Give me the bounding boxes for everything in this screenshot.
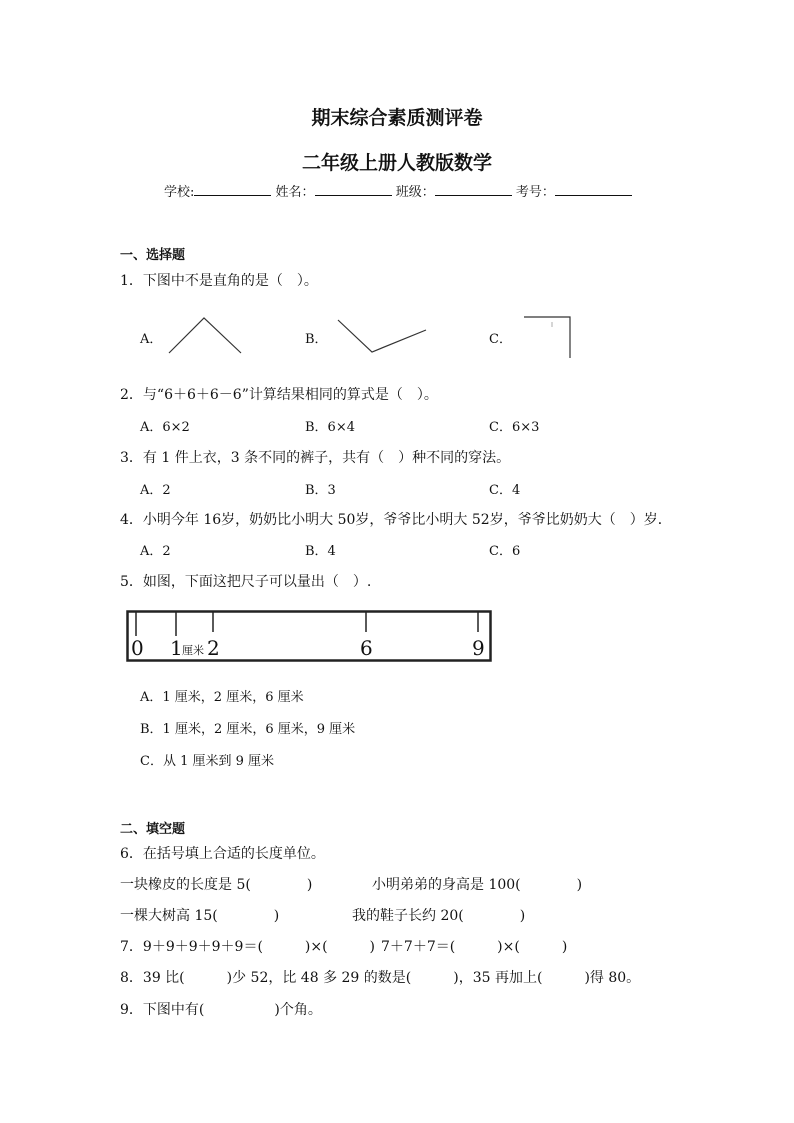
question-2-stem: 2．与“6＋6＋6－6”计算结果相同的算式是（ ）。 xyxy=(120,387,438,403)
q5-option-b[interactable]: B．1 厘米，2 厘米，6 厘米，9 厘米 xyxy=(140,722,356,737)
question-8[interactable]: 8．39 比( )少 52，比 48 多 29 的数是( )，35 再加上( )得 80。 xyxy=(120,970,641,986)
q1-option-a-angle-figure xyxy=(165,313,245,358)
q1-option-c-label[interactable]: C． xyxy=(489,332,512,347)
q3-option-b[interactable]: B．3 xyxy=(305,483,336,498)
q3-option-a[interactable]: A．2 xyxy=(140,483,171,498)
exam-number-blank[interactable] xyxy=(555,182,632,196)
school-blank[interactable] xyxy=(194,182,271,196)
class-label: 班级： xyxy=(395,185,435,200)
q2-option-c[interactable]: C．6×3 xyxy=(489,420,540,435)
question-7-part-b[interactable]: 7＋7＋7＝( )×( ) xyxy=(381,939,568,955)
q6-eraser-length[interactable]: 一块橡皮的长度是 5( ) xyxy=(120,877,313,893)
exam-number-label: 考号： xyxy=(515,185,555,200)
ruler-label-9: 9 xyxy=(472,636,485,660)
question-6-stem: 6．在括号填上合适的长度单位。 xyxy=(120,846,325,862)
exam-subtitle: 二年级上册人教版数学 xyxy=(301,152,492,174)
q1-option-b-label[interactable]: B． xyxy=(305,332,328,347)
q1-option-b-angle-figure xyxy=(335,316,430,356)
q4-option-a[interactable]: A．2 xyxy=(140,544,171,559)
question-1-stem: 1．下图中不是直角的是（ ）。 xyxy=(120,273,318,289)
school-label: 学校: xyxy=(164,185,195,200)
q2-option-b[interactable]: B．6×4 xyxy=(305,420,355,435)
ruler-label-2: 2 xyxy=(207,636,220,660)
ruler-figure xyxy=(126,610,492,662)
class-blank[interactable] xyxy=(435,182,512,196)
question-5-stem: 5．如图，下面这把尺子可以量出（ ）. xyxy=(120,574,372,590)
question-4-stem: 4．小明今年 16岁，奶奶比小明大 50岁，爷爷比小明大 52岁，爷爷比奶奶大（ ）岁． xyxy=(120,512,672,528)
ruler-label-1: 1 xyxy=(170,636,183,660)
name-label: 姓名： xyxy=(275,185,315,200)
ruler-label-0: 0 xyxy=(131,636,144,660)
section-heading-choice: 一、选择题 xyxy=(120,248,186,263)
q2-option-a[interactable]: A．6×2 xyxy=(140,420,190,435)
question-3-stem: 3．有 1 件上衣，3 条不同的裤子，共有（ ）种不同的穿法。 xyxy=(120,450,511,466)
student-info-line xyxy=(164,181,632,200)
q6-brother-height[interactable]: 小明弟弟的身高是 100( ) xyxy=(372,877,583,893)
question-9[interactable]: 9．下图中有( )个角。 xyxy=(120,1002,322,1018)
q6-shoe-length[interactable]: 我的鞋子长约 20( ) xyxy=(352,908,526,924)
q4-option-b[interactable]: B．4 xyxy=(305,544,336,559)
q1-option-a-label[interactable]: A． xyxy=(140,332,163,347)
ruler-label-6: 6 xyxy=(360,636,373,660)
q4-option-c[interactable]: C．6 xyxy=(489,544,521,559)
ruler-unit-label: 厘米 xyxy=(182,644,204,657)
exam-title: 期末综合素质测评卷 xyxy=(311,107,483,129)
name-blank[interactable] xyxy=(315,182,392,196)
question-7-part-a[interactable]: 7．9＋9＋9＋9＋9＝( )×( ) xyxy=(120,939,376,955)
q5-option-c[interactable]: C．从 1 厘米到 9 厘米 xyxy=(140,754,275,769)
q5-option-a[interactable]: A．1 厘米，2 厘米，6 厘米 xyxy=(140,690,304,705)
q6-tree-height[interactable]: 一棵大树高 15( ) xyxy=(120,908,280,924)
section-heading-fill-blank: 二、填空题 xyxy=(120,822,186,837)
q1-option-c-right-angle-figure xyxy=(520,312,575,362)
q3-option-c[interactable]: C．4 xyxy=(489,483,521,498)
